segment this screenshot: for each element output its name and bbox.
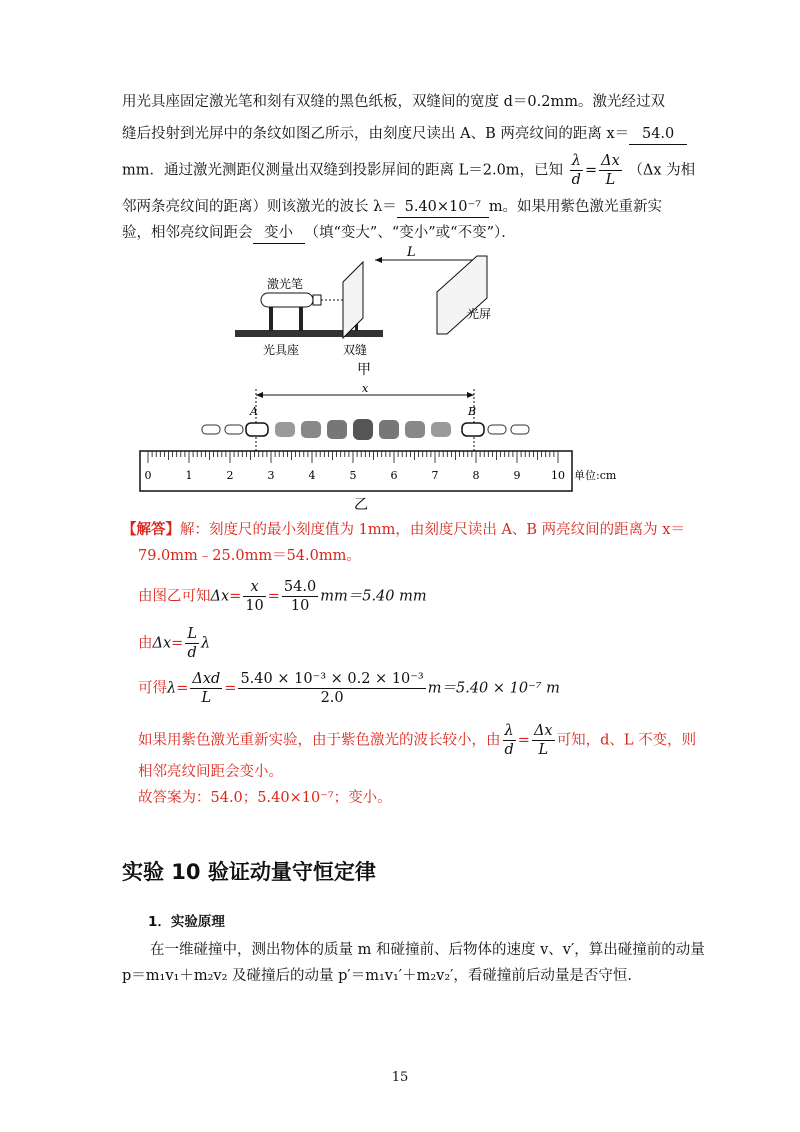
apparatus-figure <box>225 240 515 380</box>
label-optical-bench: 光具座 <box>263 343 300 357</box>
section-paragraph-line-2: p＝m₁v₁＋m₂v₂ 及碰撞后的动量 p′＝m₁v₁′＋m₂v₂′，看碰撞前后动量是否守恒. <box>122 968 633 984</box>
caption-jia: 甲 <box>357 362 371 378</box>
answer-blank-2: 5.40×10⁻⁷ <box>397 197 489 218</box>
light-screen <box>437 256 487 334</box>
subsection-title: 1．实验原理 <box>148 914 225 930</box>
tick-label: 7 <box>431 469 439 482</box>
intro-line-2: 缝后投射到光屏中的条纹如图乙所示，由刻度尺读出 A、B 两亮纹间的距离 x＝ 54.0 <box>122 124 687 145</box>
label-B: B <box>468 405 477 418</box>
section-title: 实验 10 验证动量守恒定律 <box>122 860 376 884</box>
tick-label: 8 <box>472 469 480 482</box>
intro-line-3: mm．通过激光测距仪测量出双缝到投影屏间的距离 L＝2.0m，已知 $\frac{\lambda}{d}$ = $\frac{\Delta x}{L}$ （Δx 为相 <box>122 153 696 188</box>
caption-yi: 乙 <box>354 497 368 513</box>
tick-label: 3 <box>267 469 275 482</box>
solution-line-5: 可得λ= $\frac{\text{Δxd}}{L}$ = $\frac{\text{5.40 × 10⁻³ × 0.2 × 10⁻³}}{2.0}$ m＝5.40 × 10⁻⁷ m <box>138 671 560 706</box>
intro-line-4: 邻两条亮纹间的距离）则该激光的波长 λ＝ 5.40×10⁻⁷ m。如果用紫色激光重新实 <box>122 197 662 218</box>
fraction-dx-over-L: $\frac{\Delta x}{L}$ <box>601 153 620 188</box>
intro-line-1: 用光具座固定激光笔和刻有双缝的黑色纸板，双缝间的宽度 d＝0.2mm。激光经过双 <box>122 94 665 110</box>
solution-heading: 【解答】 <box>122 521 180 538</box>
fringe-ruler-figure <box>130 385 650 515</box>
label-A: A <box>250 405 258 418</box>
ruler-unit: 单位:cm <box>574 469 617 482</box>
section-paragraph-line-1: 在一维碰撞中，测出物体的质量 m 和碰撞前、后物体的速度 v、v′，算出碰撞前的动量 <box>150 942 705 958</box>
label-laser-pen: 激光笔 <box>267 277 304 291</box>
tick-label: 10 <box>551 469 565 482</box>
laser-pen <box>261 293 313 307</box>
answer-blank-1: 54.0 <box>629 124 687 145</box>
tick-label: 1 <box>185 469 193 482</box>
solution-line-2: 79.0mm﹣25.0mm＝54.0mm。 <box>138 548 361 564</box>
interference-fringes <box>202 419 529 440</box>
tick-label: 9 <box>513 469 521 482</box>
solution-line-6: 如果用紫色激光重新实验，由于紫色激光的波长较小，由 $\frac{\lambda}{d}$ = $\frac{\Delta x}{L}$ 可知，d、L 不变，则 <box>138 723 697 758</box>
optical-bench <box>235 330 383 337</box>
label-double-slit: 双缝 <box>343 343 368 357</box>
solution-line-3: 由图乙可知Δx= $\frac{x}{10}$ = $\frac{54.0}{10}$ mm＝5.40 mm <box>138 579 427 614</box>
answer-blank-3: 变小 <box>253 223 305 244</box>
tick-label: 0 <box>144 469 152 482</box>
tick-label: 2 <box>226 469 234 482</box>
tick-label: 5 <box>349 469 357 482</box>
solution-line-1: 【解答】解：刻度尺的最小刻度值为 1mm，由刻度尺读出 A、B 两亮纹间的距离为 x＝ <box>122 521 685 538</box>
solution-line-4: 由Δx= $\frac{L}{d}$ λ <box>138 626 211 661</box>
solution-line-7: 相邻亮纹间距会变小。 <box>138 764 283 780</box>
double-slit-plate <box>343 262 363 338</box>
label-screen: 光屏 <box>467 307 492 321</box>
page-number: 15 <box>391 1070 409 1085</box>
label-x: x <box>362 385 369 395</box>
label-L: L <box>407 245 416 260</box>
tick-label: 6 <box>390 469 398 482</box>
solution-line-8: 故答案为：54.0；5.40×10⁻⁷；变小。 <box>138 790 392 806</box>
intro-line-5: 验，相邻亮纹间距会 变小 （填“变大”、“变小”或“不变”）． <box>122 223 516 244</box>
tick-label: 4 <box>308 469 316 482</box>
fraction-lambda-over-d: $\frac{\lambda}{d}$ <box>571 153 581 188</box>
